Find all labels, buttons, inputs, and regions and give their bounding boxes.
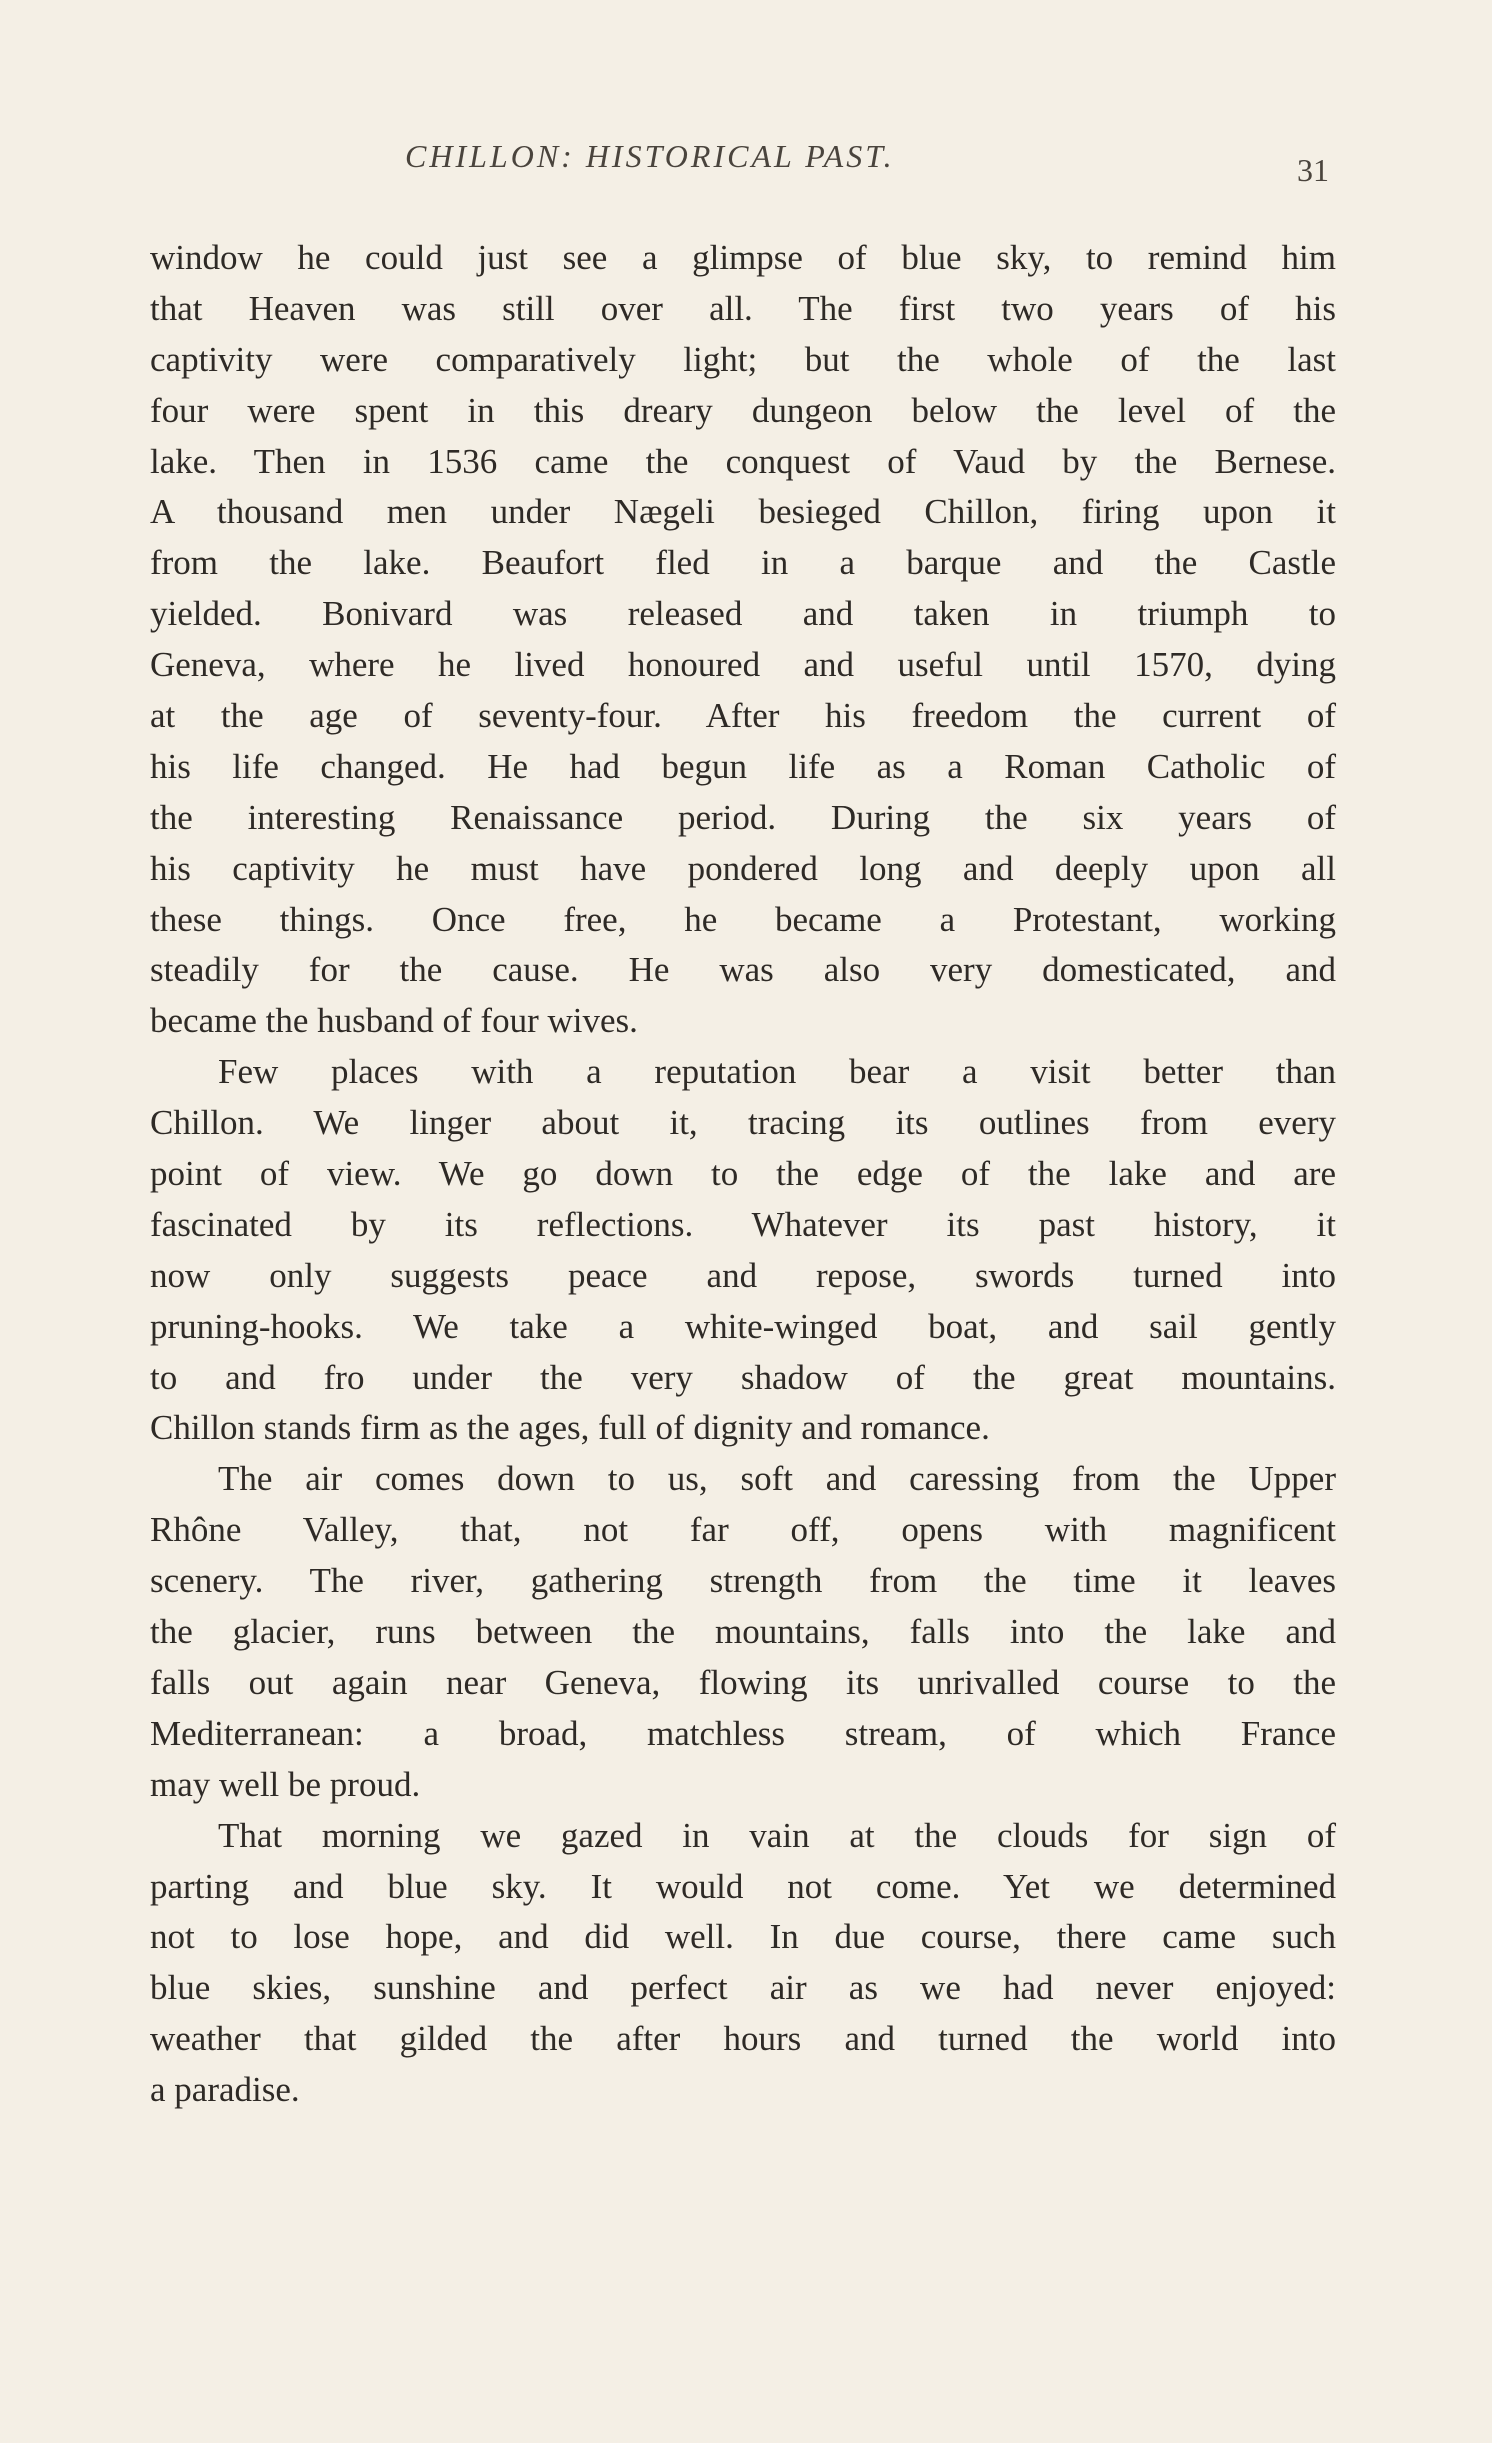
body-text [150, 233, 1336, 2116]
text-line: the interesting Renaissance period. During the six years of [150, 797, 1336, 837]
text-line: captivity were comparatively light; but the whole of the last [150, 339, 1336, 379]
text-line: Chillon. We linger about it, tracing its outlines from every [150, 1103, 1336, 1143]
page-number: 31 [1297, 152, 1329, 188]
text-line: yielded. Bonivard was released and taken in triumph to [150, 594, 1336, 634]
text-line: became the husband of four wives. [150, 1001, 638, 1041]
text-line: Geneva, where he lived honoured and useful until 1570, dying [150, 645, 1336, 685]
text-line: The air comes down to us, soft and caressing from the Upper [218, 1459, 1336, 1499]
text-line: Mediterranean: a broad, matchless stream, of which France [150, 1713, 1336, 1753]
text-line: a paradise. [150, 2070, 300, 2110]
text-line: weather that gilded the after hours and turned the world into [150, 2019, 1336, 2059]
text-line: Rhône Valley, that, not far off, opens with magnificent [150, 1510, 1336, 1550]
text-line: A thousand men under Nægeli besieged Chillon, firing upon it [150, 492, 1336, 532]
text-line: Chillon stands firm as the ages, full of dignity and romance. [150, 1408, 990, 1448]
text-line: parting and blue sky. It would not come. Yet we determined [150, 1866, 1336, 1906]
text-line: Few places with a reputation bear a visit better than [218, 1052, 1336, 1092]
text-line: his captivity he must have pondered long and deeply upon all [150, 848, 1336, 888]
text-line: window he could just see a glimpse of blue sky, to remind him [150, 238, 1336, 277]
text-line: That morning we gazed in vain at the clouds for sign of [218, 1815, 1336, 1855]
text-line: may well be proud. [150, 1764, 421, 1804]
text-line: lake. Then in 1536 came the conquest of Vaud by the Bernese. [150, 441, 1336, 481]
text-line: to and fro under the very shadow of the great mountains. [150, 1357, 1336, 1397]
text-line: falls out again near Geneva, flowing its unrivalled course to the [150, 1662, 1336, 1702]
text-line: his life changed. He had begun life as a Roman Catholic of [150, 746, 1336, 786]
text-line: scenery. The river, gathering strength from the time it leaves [150, 1561, 1336, 1601]
text-line: that Heaven was still over all. The first two years of his [150, 288, 1336, 328]
text-line: from the lake. Beaufort fled in a barque and the Castle [150, 543, 1336, 583]
text-line: not to lose hope, and did well. In due course, there came such [150, 1917, 1336, 1957]
text-line: at the age of seventy-four. After his freedom the current of [150, 696, 1336, 736]
text-line: now only suggests peace and repose, swords turned into [150, 1255, 1336, 1295]
text-line: these things. Once free, he became a Protestant, working [150, 899, 1336, 939]
text-line: fascinated by its reflections. Whatever its past history, it [150, 1204, 1336, 1244]
text-line: steadily for the cause. He was also very domesticated, and [150, 950, 1336, 990]
text-line: point of view. We go down to the edge of the lake and are [150, 1154, 1336, 1194]
text-line: the glacier, runs between the mountains, falls into the lake and [150, 1612, 1336, 1652]
text-line: pruning-hooks. We take a white-winged boat, and sail gently [150, 1306, 1336, 1346]
text-line: blue skies, sunshine and perfect air as we had never enjoyed: [150, 1968, 1336, 2008]
running-head: CHILLON: HISTORICAL PAST. [405, 138, 895, 174]
text-line: four were spent in this dreary dungeon below the level of the [150, 390, 1336, 430]
